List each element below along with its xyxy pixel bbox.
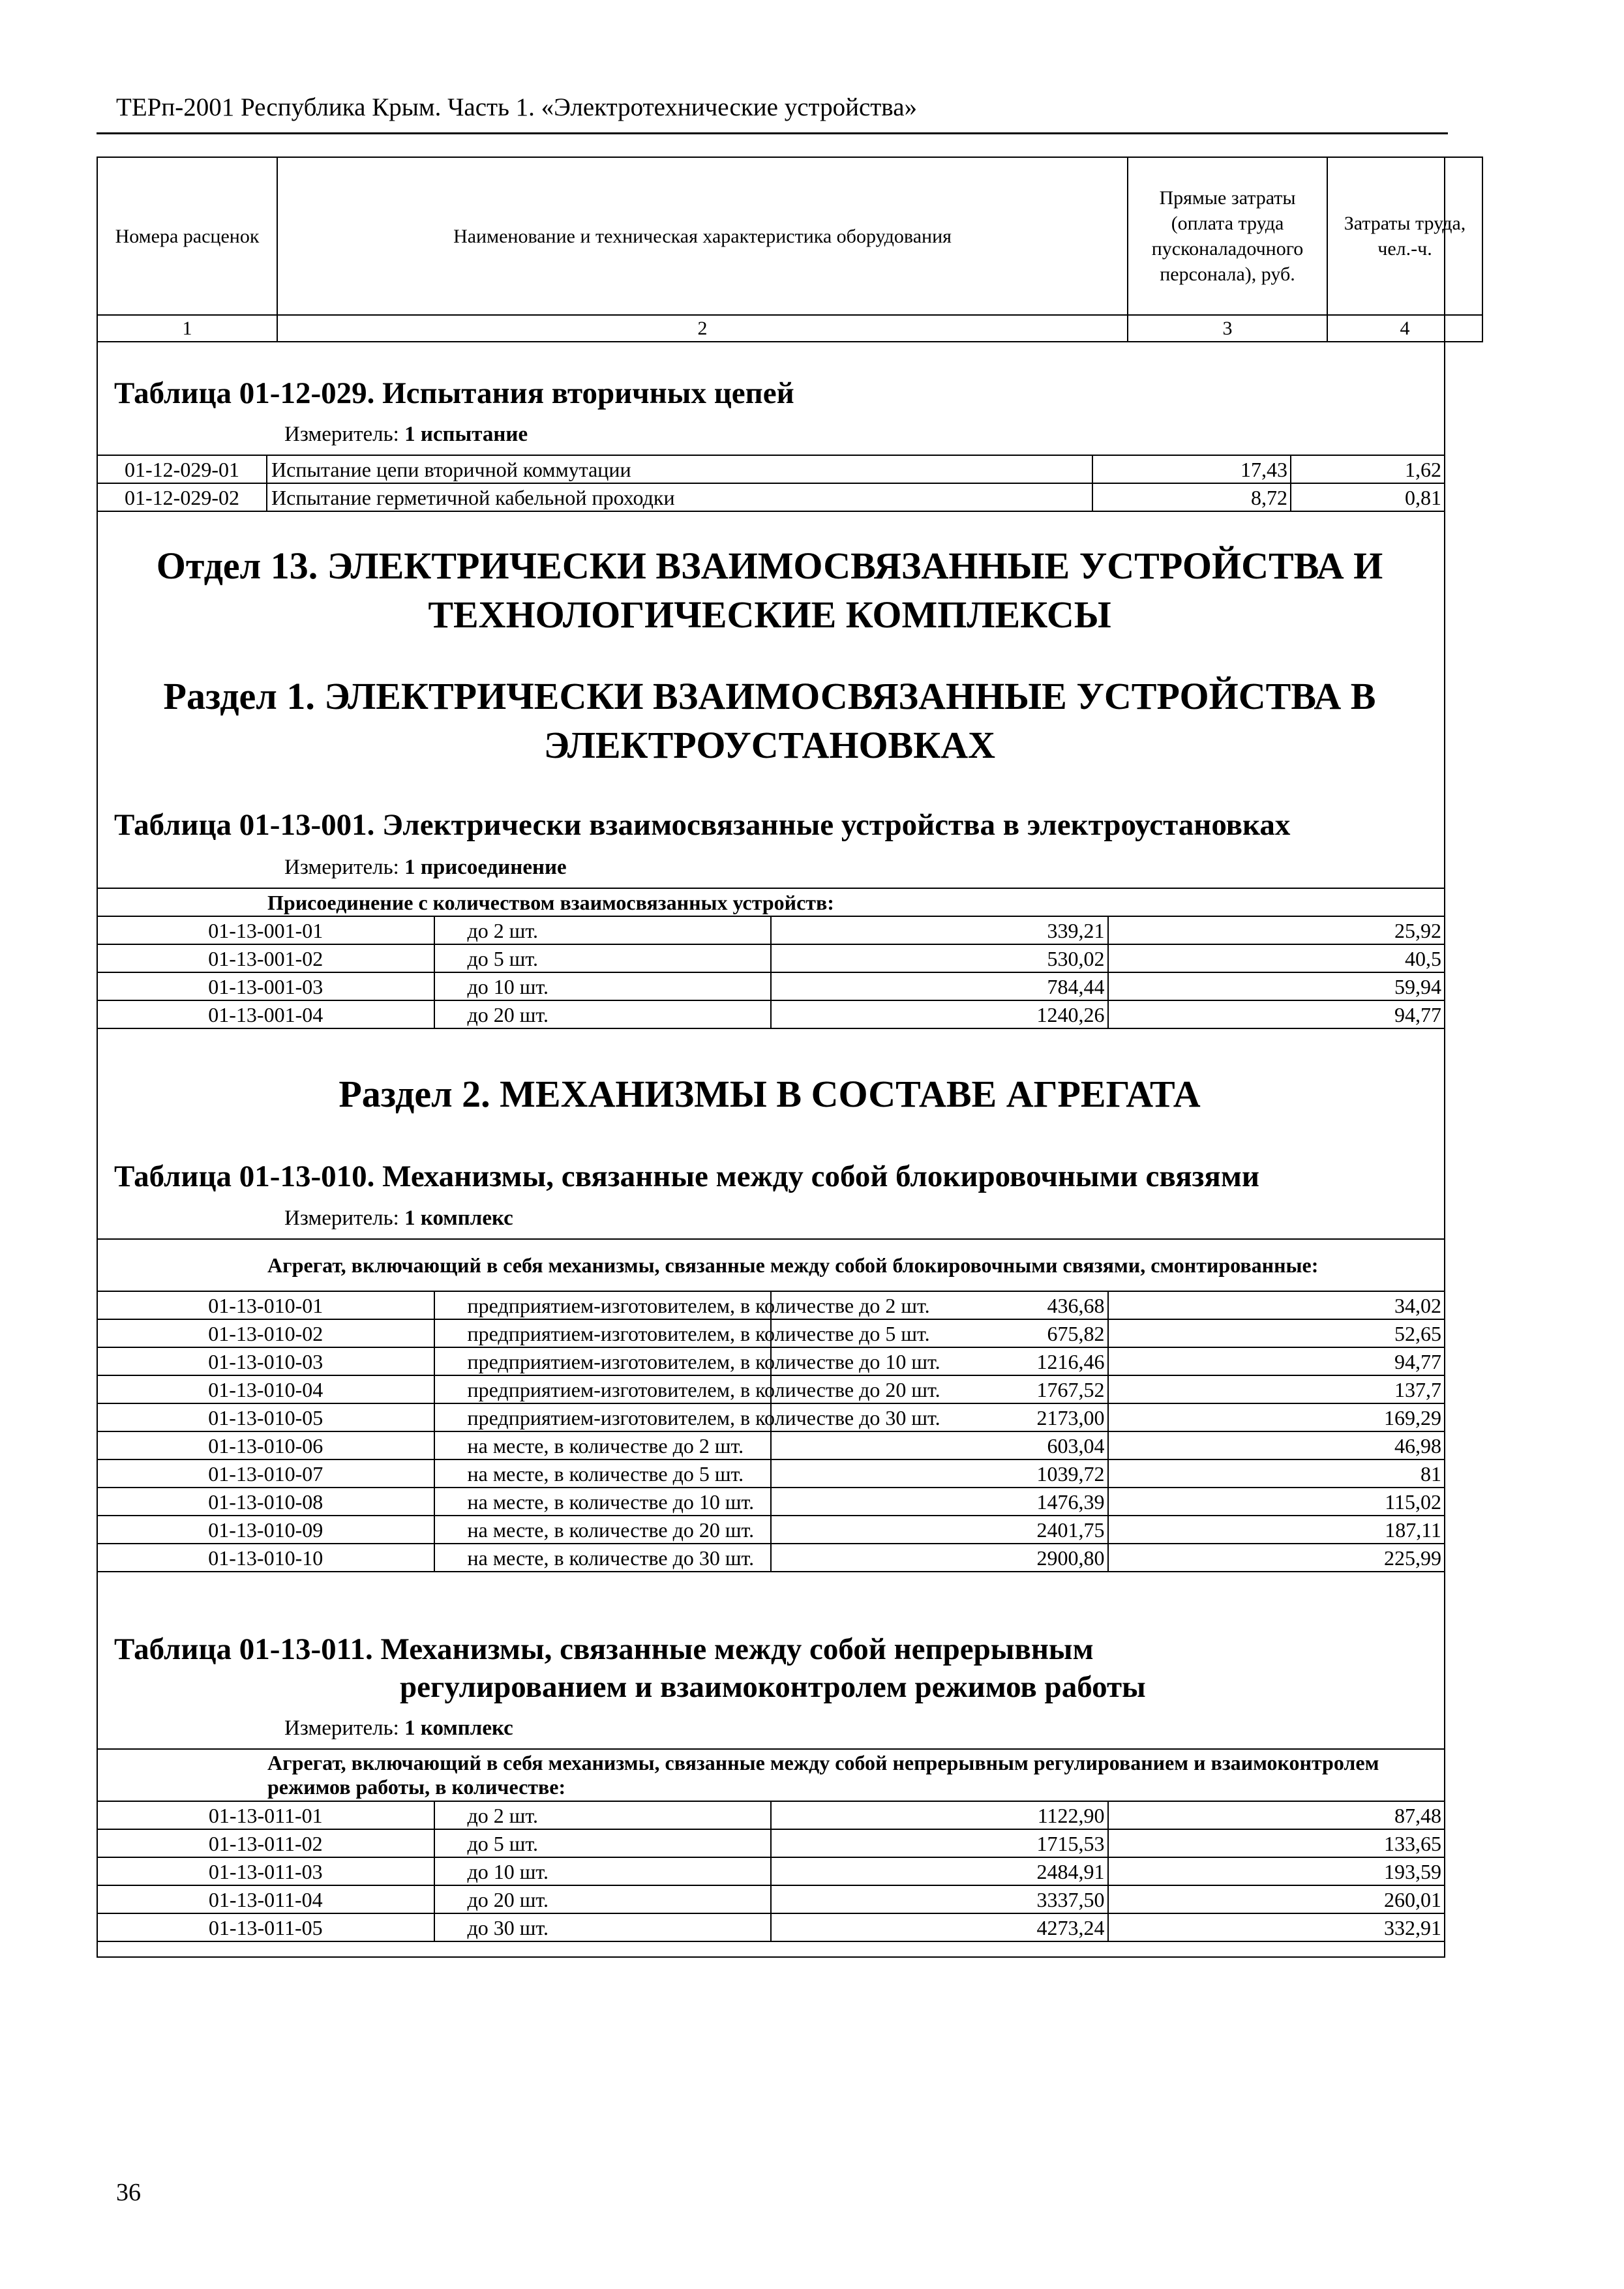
- table-row: [97, 1801, 1445, 1829]
- row-name: предприятием-изготовителем, в количестве до 5 шт.: [434, 1319, 772, 1347]
- table-row: [97, 1319, 1445, 1347]
- table-subheader-row: [97, 888, 1445, 916]
- table-01-13-011: [97, 1748, 1445, 1942]
- col-head-code: Номера расценок: [97, 157, 277, 315]
- row-name: предприятием-изготовителем, в количестве до 10 шт.: [434, 1347, 772, 1375]
- row-code: 01-13-010-07: [97, 1459, 434, 1488]
- department-heading: Отдел 13. ЭЛЕКТРИЧЕСКИ ВЗАИМОСВЯЗАННЫЕ УСТРОЙСТВА И ТЕХНОЛОГИЧЕСКИЕ КОМПЛЕКСЫ: [156, 545, 1383, 636]
- row-cost: 2484,91: [771, 1857, 1108, 1885]
- row-name: до 20 шт.: [434, 1000, 772, 1028]
- table-title-01-13-011: Таблица 01-13-011. Механизмы, связанные между собой непрерывным: [114, 1632, 1094, 1666]
- table-row: [97, 1347, 1445, 1375]
- row-cost: 2173,00: [771, 1403, 1108, 1431]
- table-01-13-001: [97, 888, 1445, 1029]
- table-row: [97, 972, 1445, 1000]
- row-cost: 1122,90: [771, 1801, 1108, 1829]
- row-code: 01-13-011-01: [97, 1801, 434, 1829]
- row-cost: 1715,53: [771, 1829, 1108, 1857]
- row-labor: 115,02: [1108, 1488, 1445, 1516]
- row-labor: 94,77: [1108, 1347, 1445, 1375]
- table-row: [97, 1403, 1445, 1431]
- row-cost: 4273,24: [771, 1913, 1108, 1941]
- row-labor: 225,99: [1108, 1544, 1445, 1572]
- row-code: 01-13-010-08: [97, 1488, 434, 1516]
- table-title-01-13-010: Таблица 01-13-010. Механизмы, связанные между собой блокировочными связями: [114, 1159, 1259, 1193]
- section-1-heading: Раздел 1. ЭЛЕКТРИЧЕСКИ ВЗАИМОСВЯЗАННЫЕ УСТРОЙСТВА В ЭЛЕКТРОУСТАНОВКАХ: [163, 675, 1376, 767]
- row-code: 01-13-001-03: [97, 972, 434, 1000]
- row-name: на месте, в количестве до 10 шт.: [434, 1488, 772, 1516]
- row-name: на месте, в количестве до 20 шт.: [434, 1516, 772, 1544]
- measure-01-12-029: Измеритель: 1 испытание: [284, 423, 528, 446]
- measure-01-13-011: Измеритель: 1 комплекс: [284, 1716, 513, 1740]
- row-code: 01-13-010-03: [97, 1347, 434, 1375]
- table-subheader: Присоединение с количеством взаимосвязанных устройств:: [97, 888, 1445, 916]
- table-row: [97, 1488, 1445, 1516]
- table-row: [97, 1857, 1445, 1885]
- table-row: [97, 1544, 1445, 1572]
- row-labor: 0,81: [1291, 483, 1445, 511]
- table-01-13-010: [97, 1238, 1445, 1572]
- table-row: [97, 1000, 1445, 1028]
- table-01-12-029: [97, 455, 1445, 512]
- row-name: предприятием-изготовителем, в количестве до 30 шт.: [434, 1403, 772, 1431]
- row-cost: 1767,52: [771, 1375, 1108, 1403]
- row-labor: 81: [1108, 1459, 1445, 1488]
- column-header-table: [97, 157, 1483, 342]
- row-labor: 260,01: [1108, 1885, 1445, 1913]
- row-name: на месте, в количестве до 5 шт.: [434, 1459, 772, 1488]
- row-code: 01-13-010-09: [97, 1516, 434, 1544]
- row-code: 01-13-011-02: [97, 1829, 434, 1857]
- col-num-3: 3: [1128, 315, 1327, 342]
- table-row: [97, 1885, 1445, 1913]
- col-num-2: 2: [277, 315, 1128, 342]
- row-cost: 436,68: [771, 1291, 1108, 1319]
- row-labor: 25,92: [1108, 916, 1445, 944]
- row-name: до 10 шт.: [434, 1857, 772, 1885]
- row-cost: 1240,26: [771, 1000, 1108, 1028]
- col-head-cost: Прямые затраты (оплата труда пусконаладочного персонала), руб.: [1128, 157, 1327, 315]
- row-name: на месте, в количестве до 2 шт.: [434, 1431, 772, 1459]
- table-title-01-13-011-line2: регулированием и взаимоконтролем режимов работы: [400, 1670, 1146, 1704]
- table-row: [97, 916, 1445, 944]
- row-labor: 34,02: [1108, 1291, 1445, 1319]
- row-cost: 784,44: [771, 972, 1108, 1000]
- row-cost: 1039,72: [771, 1459, 1108, 1488]
- table-subheader-row: [97, 1749, 1445, 1801]
- row-name: до 10 шт.: [434, 972, 772, 1000]
- table-row: [97, 1516, 1445, 1544]
- table-subheader: Агрегат, включающий в себя механизмы, связанные между собой непрерывным регулированием и взаимоконтролем режимов работы, в количестве:: [97, 1749, 1445, 1801]
- measure-01-13-001: Измеритель: 1 присоединение: [284, 856, 567, 879]
- table-subheader: Агрегат, включающий в себя механизмы, связанные между собой блокировочными связями, смонтированные:: [97, 1239, 1445, 1291]
- col-num-4: 4: [1327, 315, 1482, 342]
- row-cost: 530,02: [771, 944, 1108, 972]
- row-labor: 1,62: [1291, 455, 1445, 483]
- col-num-1: 1: [97, 315, 277, 342]
- row-code: 01-13-001-01: [97, 916, 434, 944]
- row-labor: 40,5: [1108, 944, 1445, 972]
- row-cost: 3337,50: [771, 1885, 1108, 1913]
- row-cost: 1216,46: [771, 1347, 1108, 1375]
- row-cost: 2900,80: [771, 1544, 1108, 1572]
- row-code: 01-13-001-02: [97, 944, 434, 972]
- header-rule: [97, 132, 1448, 134]
- row-cost: 2401,75: [771, 1516, 1108, 1544]
- row-name: до 30 шт.: [434, 1913, 772, 1941]
- col-head-name: Наименование и техническая характеристика оборудования: [277, 157, 1128, 315]
- measure-01-13-010: Измеритель: 1 комплекс: [284, 1206, 513, 1230]
- row-code: 01-13-011-04: [97, 1885, 434, 1913]
- table-row: [97, 1829, 1445, 1857]
- row-labor: 193,59: [1108, 1857, 1445, 1885]
- row-labor: 52,65: [1108, 1319, 1445, 1347]
- row-cost: 603,04: [771, 1431, 1108, 1459]
- table-title-01-12-029: Таблица 01-12-029. Испытания вторичных цепей: [114, 376, 794, 410]
- table-row: [97, 1459, 1445, 1488]
- row-code: 01-13-010-10: [97, 1544, 434, 1572]
- row-code: 01-13-010-06: [97, 1431, 434, 1459]
- table-row: [97, 944, 1445, 972]
- row-labor: 187,11: [1108, 1516, 1445, 1544]
- table-row: [97, 1913, 1445, 1941]
- table-title-01-13-001: Таблица 01-13-001. Электрически взаимосвязанные устройства в электроустановках: [114, 808, 1291, 842]
- row-code: 01-13-010-01: [97, 1291, 434, 1319]
- row-name: Испытание герметичной кабельной проходки: [267, 483, 1092, 511]
- row-code: 01-12-029-01: [97, 455, 267, 483]
- row-labor: 46,98: [1108, 1431, 1445, 1459]
- row-name: до 20 шт.: [434, 1885, 772, 1913]
- row-labor: 59,94: [1108, 972, 1445, 1000]
- row-labor: 332,91: [1108, 1913, 1445, 1941]
- row-code: 01-13-011-03: [97, 1857, 434, 1885]
- table-row: [97, 1375, 1445, 1403]
- row-code: 01-13-010-04: [97, 1375, 434, 1403]
- row-code: 01-13-010-05: [97, 1403, 434, 1431]
- row-name: до 2 шт.: [434, 1801, 772, 1829]
- row-labor: 137,7: [1108, 1375, 1445, 1403]
- table-row: [97, 1431, 1445, 1459]
- row-name: Испытание цепи вторичной коммутации: [267, 455, 1092, 483]
- page-number: 36: [116, 2179, 141, 2206]
- row-name: до 2 шт.: [434, 916, 772, 944]
- table-row: [97, 455, 1445, 483]
- row-cost: 17,43: [1092, 455, 1291, 483]
- running-header: ТЕРп-2001 Республика Крым. Часть 1. «Электротехнические устройства»: [116, 93, 918, 121]
- row-labor: 87,48: [1108, 1801, 1445, 1829]
- row-code: 01-13-010-02: [97, 1319, 434, 1347]
- row-cost: 8,72: [1092, 483, 1291, 511]
- section-2-heading: Раздел 2. МЕХАНИЗМЫ В СОСТАВЕ АГРЕГАТА: [338, 1073, 1201, 1115]
- row-name: предприятием-изготовителем, в количестве до 20 шт.: [434, 1375, 772, 1403]
- table-subheader-row: [97, 1239, 1445, 1291]
- row-name: до 5 шт.: [434, 944, 772, 972]
- row-cost: 1476,39: [771, 1488, 1108, 1516]
- row-code: 01-12-029-02: [97, 483, 267, 511]
- row-cost: 675,82: [771, 1319, 1108, 1347]
- row-labor: 133,65: [1108, 1829, 1445, 1857]
- row-cost: 339,21: [771, 916, 1108, 944]
- table-row: [97, 1291, 1445, 1319]
- row-code: 01-13-001-04: [97, 1000, 434, 1028]
- row-name: предприятием-изготовителем, в количестве до 2 шт.: [434, 1291, 772, 1319]
- row-labor: 169,29: [1108, 1403, 1445, 1431]
- row-name: до 5 шт.: [434, 1829, 772, 1857]
- row-labor: 94,77: [1108, 1000, 1445, 1028]
- row-name: на месте, в количестве до 30 шт.: [434, 1544, 772, 1572]
- col-head-labor: Затраты труда, чел.-ч.: [1327, 157, 1482, 315]
- table-row: [97, 483, 1445, 511]
- row-code: 01-13-011-05: [97, 1913, 434, 1941]
